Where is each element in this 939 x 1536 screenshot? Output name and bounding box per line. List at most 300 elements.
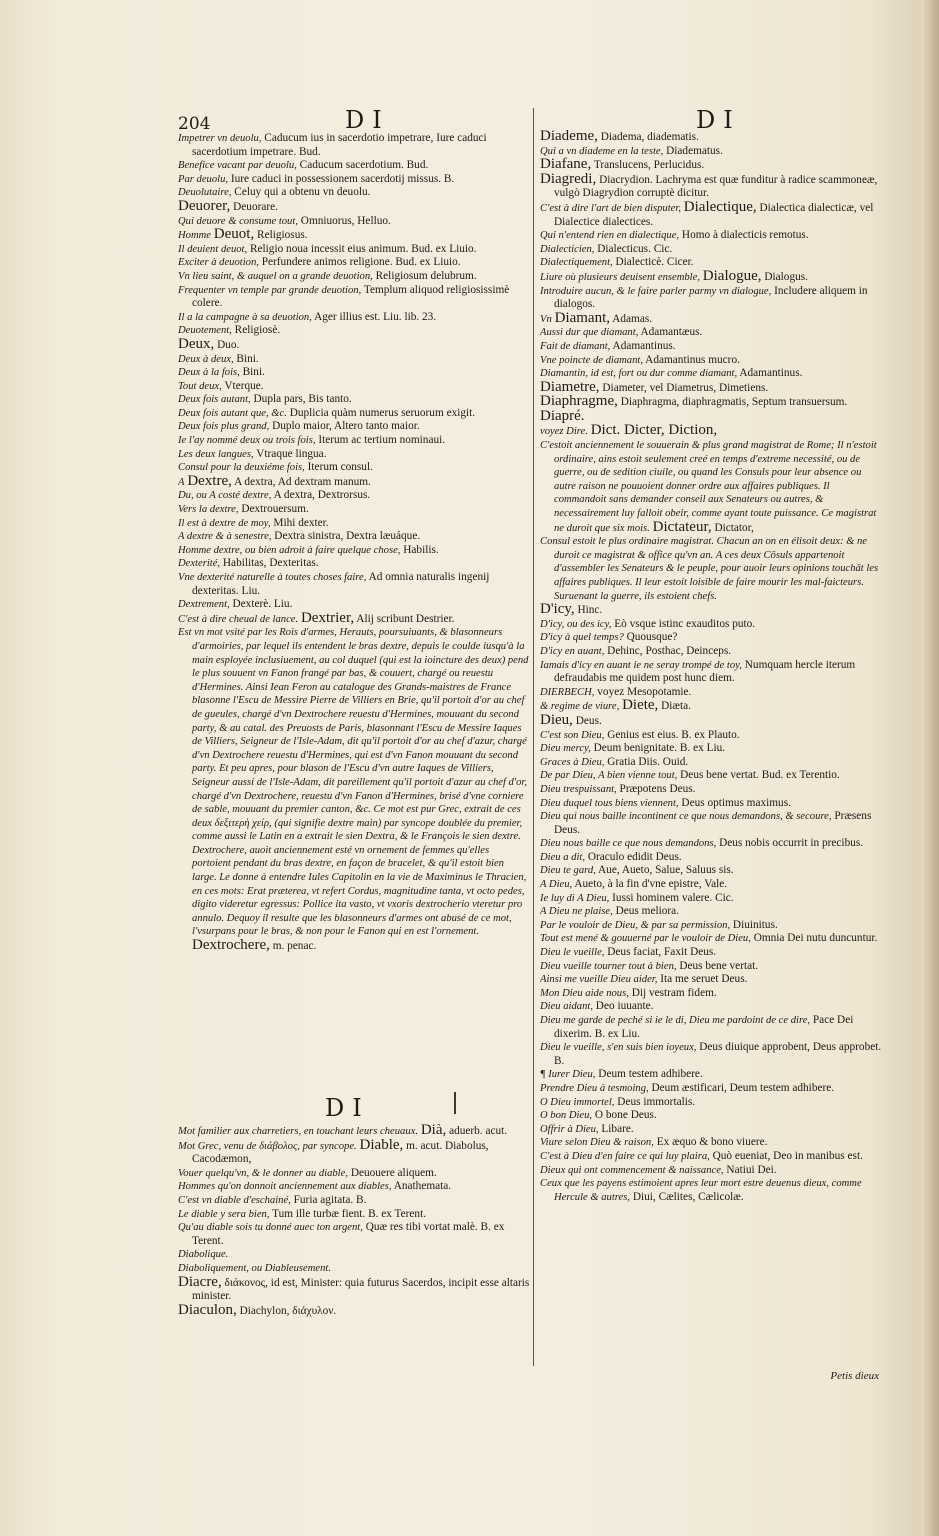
french-phrase: C'est à dire l'art de bien disputer, (540, 202, 681, 214)
latin-equivalent: Deuorare. (233, 200, 278, 213)
latin-equivalent: Dupla pars, Bis tanto. (253, 393, 352, 406)
headword: Dextrier, (300, 609, 355, 626)
dictionary-entry (540, 326, 882, 340)
latin-equivalent: Deus meliora. (615, 905, 679, 918)
dictionary-entry (178, 1167, 530, 1181)
french-phrase: Deux à la fois, (178, 367, 240, 379)
headword: Deuot, (213, 226, 255, 243)
latin-equivalent: Adamantinus. (739, 367, 803, 380)
french-phrase: A Dieu, (540, 879, 573, 891)
french-phrase: Diabolique. (178, 1249, 229, 1261)
latin-equivalent: Deum æstificari, Deum testem adhibere. (651, 1081, 835, 1094)
dictionary-entry (178, 1273, 530, 1304)
french-phrase: De par Dieu, A bien vienne tout, (540, 770, 678, 782)
dictionary-entry (540, 535, 882, 603)
french-phrase: Aussi dur que diamant, (540, 327, 639, 339)
latin-equivalent: Caducum ius in sacerdotio impetrare, Iure caduci sacerdotium impetrare. Bud. (192, 132, 487, 158)
french-phrase: Fait de diamant, (540, 340, 611, 352)
french-phrase: C'est à Dieu d'en faire ce qui luy plaira, (540, 1150, 710, 1162)
french-phrase: C'est vn diable d'eschainé, (178, 1194, 291, 1206)
headword: D'icy, (540, 601, 575, 618)
headword: Dextre, (187, 472, 232, 489)
french-phrase: Dialectiquement, (540, 257, 613, 269)
french-phrase: Dextrement, (178, 599, 230, 611)
latin-equivalent: Omnia Dei nutu duncuntur. (753, 932, 878, 945)
french-phrase: Il a la campagne à sa deuotion, (178, 311, 312, 323)
latin-equivalent: Bini. (236, 352, 259, 365)
latin-equivalent: Dehinc, Posthac, Deinceps. (607, 644, 732, 657)
dictionary-entry (540, 285, 882, 312)
headword: Diapré. (540, 407, 585, 424)
dictionary-entry (540, 1164, 882, 1178)
section-heading: DI (325, 1094, 370, 1122)
french-phrase: Tout deux, (178, 380, 222, 392)
dictionary-entry (540, 198, 882, 229)
latin-equivalent: Dialecticè. Cicer. (615, 256, 694, 269)
latin-equivalent: Deus immortalis. (617, 1095, 696, 1108)
french-phrase: Dieu mercy, (540, 743, 591, 755)
french-phrase: Vn lieu saint, & auquel on a grande deuotion, (178, 270, 373, 282)
dictionary-entry (540, 130, 882, 145)
french-phrase: Dieu duquel tous biens viennent, (540, 797, 679, 809)
dictionary-entry (540, 170, 882, 201)
latin-equivalent: Gratia Diis. Ouid. (607, 755, 689, 768)
ink-mark (454, 1092, 456, 1114)
french-phrase: Dieu qui nous baille incontinent ce que nous demandons, & secoure, (540, 811, 832, 823)
dictionary-entry (540, 973, 882, 987)
headword: Dieu, (540, 711, 573, 728)
latin-equivalent: Homo à dialecticis remotus. (681, 229, 809, 242)
french-phrase: Ie luy di A Dieu, (540, 892, 610, 904)
french-phrase: Homme (178, 230, 211, 242)
latin-equivalent: Iterum consul. (307, 461, 373, 474)
headword: Diacre, (178, 1273, 222, 1290)
french-phrase: Il deuient deuot, (178, 243, 248, 255)
french-phrase: Dieu a dit, (540, 851, 586, 863)
dictionary-entry (178, 503, 530, 517)
dictionary-entry (178, 1208, 530, 1222)
headword: Dextrochere, (192, 937, 270, 954)
headword: Diaculon, (178, 1301, 237, 1318)
dictionary-entry (178, 1248, 530, 1262)
dictionary-entry (540, 354, 882, 368)
dictionary-entry (540, 905, 882, 919)
dictionary-entry (540, 699, 882, 714)
dictionary-entry (178, 1262, 530, 1276)
french-phrase: C'est à dire cheual de lance. (178, 613, 299, 625)
dictionary-entry (178, 132, 530, 159)
french-phrase: O Dieu immortel, (540, 1096, 615, 1108)
latin-equivalent: Deus bene vertat. Bud. ex Terentio. (680, 769, 840, 782)
french-phrase: A Dieu ne plaise, (540, 906, 613, 918)
left-column (178, 132, 530, 1082)
latin-equivalent: Præpotens Deus. (619, 782, 696, 795)
dictionary-entry (540, 439, 882, 535)
french-phrase: Dieu trespuissant, (540, 783, 617, 795)
french-phrase: Dieu le vueille, (540, 947, 605, 959)
dictionary-entry (178, 186, 530, 200)
french-phrase: Deuolutaire, (178, 187, 232, 199)
latin-equivalent: Dialecticus. Cic. (597, 242, 673, 255)
dictionary-entry (540, 618, 882, 632)
french-phrase: Qui n'entend rien en dialectique, (540, 230, 680, 242)
dictionary-entry (540, 1109, 882, 1123)
french-phrase: Deux à deux, (178, 353, 234, 365)
dictionary-entry (178, 335, 530, 353)
latin-equivalent: Aueto, à la fin d'vne epistre, Vale. (574, 878, 728, 891)
french-phrase: Vers la dextre, (178, 504, 239, 516)
french-phrase: Le diable y sera bien, (178, 1208, 270, 1220)
dictionary-entry (540, 797, 882, 811)
dictionary-entry (178, 228, 530, 243)
latin-equivalent: Deum testem adhibere. (598, 1068, 703, 1081)
dictionary-entry (178, 557, 530, 571)
latin-equivalent: aduerb. acut. (449, 1125, 508, 1137)
latin-equivalent: Ex æquo & bono viuere. (656, 1136, 768, 1149)
page-number: 204 (178, 114, 211, 134)
latin-equivalent: Tum ille turbæ fient. B. ex Terent. (272, 1207, 427, 1220)
dictionary-entry (178, 353, 530, 367)
latin-equivalent: Duplicia quàm numerus seruorum exigit. (289, 406, 476, 419)
latin-equivalent: Iure caduci in possessionem sacerdotij missus. B. (230, 172, 455, 185)
latin-equivalent: Anathemata. (393, 1180, 452, 1193)
dictionary-entry (178, 270, 530, 284)
french-phrase: Benefice vacant par deuolu, (178, 160, 297, 172)
latin-equivalent: A dextra, Dextrorsus. (273, 489, 371, 502)
dictionary-entry (178, 256, 530, 270)
latin-equivalent: Vterque. (224, 379, 264, 392)
dictionary-entry (540, 631, 882, 645)
dictionary-entry (540, 932, 882, 946)
french-phrase: Impetrer vn deuolu, (178, 133, 262, 144)
latin-equivalent: Religio noua incessit eius animum. Bud. ex Liuio. (249, 242, 477, 255)
right-column (540, 130, 882, 1358)
french-phrase: Frequenter vn temple par grande deuotion, (178, 284, 362, 296)
french-phrase: Les deux langues, (178, 448, 254, 460)
latin-equivalent: Genius est eius. B. ex Plauto. (607, 728, 740, 741)
french-phrase: D'icy, ou des icy, (540, 618, 612, 630)
french-phrase: Deuotement, (178, 325, 232, 337)
headword: Dialectique, (683, 198, 757, 215)
french-phrase: Exciter à deuotion, (178, 257, 259, 269)
dictionary-entry (540, 878, 882, 892)
french-phrase: Homme dextre, ou bien adroit à faire quelque chose, (178, 544, 401, 556)
french-phrase: Liure où plusieurs deuisent ensemble, (540, 271, 700, 283)
dictionary-entry (178, 1301, 530, 1319)
latin-equivalent: Quæ res tibi vortat malè. B. ex Terent. (192, 1221, 505, 1247)
latin-equivalent: Duo. (217, 338, 240, 351)
dictionary-entry (178, 544, 530, 558)
latin-equivalent: Pace Dei dixerim. B. ex Liu. (554, 1014, 854, 1040)
dictionary-entry (178, 197, 530, 215)
dictionary-entry (540, 1041, 882, 1068)
dictionary-entry (540, 864, 882, 878)
latin-equivalent: Deus nobis occurrit in precibus. (719, 837, 864, 850)
french-phrase: Dieu le vueille, s'en suis bien ioyeux, (540, 1042, 697, 1054)
headword: Diametre, (540, 378, 600, 395)
dictionary-entry (540, 229, 882, 243)
french-phrase: Iamais d'icy en auant ie ne seray trompé de toy, (540, 659, 742, 671)
latin-equivalent: Deus diuique approbent, Deus approbet. B. (554, 1041, 882, 1067)
french-phrase: Introduire aucun, & le faire parler parmy vn dialogue, (540, 285, 772, 297)
latin-equivalent: Adamas. (612, 312, 653, 325)
dictionary-entry (540, 645, 882, 659)
latin-equivalent: Præsens Deus. (554, 810, 872, 836)
latin-equivalent: A dextra, Ad dextram manum. (234, 475, 371, 488)
dictionary-entry (178, 609, 530, 627)
french-phrase: Dexterité, (178, 558, 221, 570)
latin-equivalent: Vtraque lingua. (256, 447, 327, 460)
latin-equivalent: Iussi hominem valere. Cic. (612, 891, 734, 904)
headword: Diete, (622, 697, 659, 714)
latin-equivalent: Aue, Aueto, Salue, Saluus sis. (598, 864, 734, 877)
latin-equivalent: Ad omnia naturalis ingenij dexteritas. Liu. (192, 571, 490, 597)
dictionary-entry (540, 892, 882, 906)
dictionary-entry (178, 517, 530, 531)
latin-equivalent: Diui, Cælites, Cælicolæ. (632, 1190, 744, 1203)
latin-equivalent: Diadematus. (666, 144, 723, 157)
latin-equivalent: Numquam hercle iterum defraudabis me quidem post hunc diem. (554, 658, 856, 685)
dictionary-entry (178, 434, 530, 448)
latin-equivalent: Dij vestram fidem. (631, 986, 717, 999)
french-phrase: Est vn mot vsité par les Rois d'armes, Herauts, poursuiuants, & blasonneurs d'armoiries, par lequel ils entendent le bras dextre, depuis le coulde iusqu'à la main esployée inclusiuement, au col duquel (qui est la ioincture des deux) pend le plus souuent vn Fanon frangé par bas, & couuert, chargé ou reuestu d'Hermines. Ainsi Iean Feron au catalogue des Grands-maistres de France blasonne l'Escu de Messire Pierre de Villiers en Brie, qu'il portoit d'or au chef de gueules, chargé d'vn Dextrochere reuestu d'Hermines, mouuant du second party, & au catal. des Preuosts de Paris, blasonnant l'Escu de Messire Iaques de Villiers, Seigneur de l'Isle-Adam, dit qu'il portoit d'or au chef d'azur, chargé d'vn Dextrochere reuestu d'Hermines, qui est d'vn Fanon mouuant du second party. Et peu apres, pour blason de l'Escu d'vn autre Iaques de Villiers, Seigneur aussi de l'Isle-Adam, dit pareillement qu'il portoit d'azur au chef d'or, chargé d'vn Dextrochere, reuestu d'vn Fanon d'Hermines, brisé d'vne corniere de sable, mouuant du premier canton, &c. Ce mot est pur Grec, extrait de ces deux δεξιτερὴ χείρ, (qui signifie dextre main) par syncope doublée du premier, comme aussi le Latin en a extrait le sien Dextra, & le François le sien dextre. Dextrochere, auoit anciennement esté vn ornement de femmes qu'elles portoient pendant du bras dextre, en façon de bracelet, & qu'il estoit bien large. Le donne à entendre Iules Capitolin en la vie de Maximinus le Thracien, en ces mots: Erat præterea, vt refert Cordus, magnitudine tanta, vt octo pedes, digito videretur egressus: Pollice ita vasto, vt vxoris dextrocherio vteretur pro annulo. Dequoy il resulte que les blasonneurs d'armes ont abusé de ce mot, l'vsurpans pour le bras, & non pour le Fanon qui en est l'ornement. (178, 627, 529, 938)
catchword: Petis dieux (830, 1370, 879, 1382)
dictionary-entry (540, 1068, 882, 1082)
latin-equivalent: Furia agitata. B. (293, 1193, 367, 1206)
dictionary-entry (178, 407, 530, 421)
dictionary-entry (178, 1180, 530, 1194)
french-phrase: Dieux qui ont commencement & naissance, (540, 1164, 724, 1176)
latin-equivalent: Deo iuuante. (595, 1000, 654, 1013)
dictionary-entry (540, 851, 882, 865)
dictionary-entry (178, 448, 530, 462)
latin-equivalent: Adamantinus. (612, 339, 676, 352)
dictionary-entry (540, 340, 882, 354)
latin-equivalent: Quò eueniat, Deo in manibus est. (712, 1149, 863, 1162)
dictionary-entry (178, 159, 530, 173)
latin-equivalent: Dextrouersum. (241, 503, 309, 516)
dictionary-entry (178, 489, 530, 503)
dictionary-entry (540, 686, 882, 700)
latin-equivalent: Celuy qui a obtenu vn deuolu. (234, 186, 371, 199)
latin-equivalent: Ager illius est. Liu. lib. 23. (314, 310, 437, 323)
latin-equivalent: Religiosè. (234, 324, 281, 337)
latin-equivalent: Deus bene vertat. (679, 959, 759, 972)
right-column-heading: DI (696, 106, 741, 134)
latin-equivalent: Quousque? (626, 631, 678, 644)
french-phrase: Diamantin, id est, fort ou dur comme diamant, (540, 368, 738, 380)
french-phrase: Mon Dieu aide nous, (540, 987, 629, 999)
latin-equivalent: Hinc. (577, 604, 603, 617)
dictionary-entry (540, 1136, 882, 1150)
dictionary-entry (540, 424, 882, 439)
french-phrase: D'icy en auant, (540, 645, 605, 657)
latin-equivalent: Diaphragma, diaphragmatis, Septum transuersum. (620, 396, 848, 409)
french-phrase: Mot familier aux charretiers, en touchant leurs cheuaux. (178, 1126, 418, 1137)
dictionary-entry (540, 267, 882, 285)
dictionary-entry (540, 783, 882, 797)
dictionary-entry (540, 729, 882, 743)
latin-equivalent: Deus. (575, 714, 602, 727)
dictionary-entry (540, 1150, 882, 1164)
french-phrase: ¶ Iurer Dieu, (540, 1069, 596, 1081)
french-phrase: Vne poincte de diamant, (540, 354, 643, 366)
french-phrase: Qui deuore & consume tout, (178, 215, 298, 227)
french-phrase: D'icy à quel temps? (540, 632, 624, 644)
headword: Dictateur, (652, 518, 712, 535)
left-column-lower (178, 1124, 530, 1364)
latin-equivalent: Habilis. (403, 543, 439, 556)
latin-equivalent: Dexterè. Liu. (232, 598, 293, 611)
french-phrase: Dialecticien, (540, 243, 595, 255)
french-phrase: O bon Dieu, (540, 1110, 593, 1122)
latin-equivalent: m. penac. (272, 940, 317, 953)
dictionary-entry (540, 1000, 882, 1014)
column-divider (533, 108, 534, 1366)
latin-equivalent: Dialectica dialecticæ, vel Dialectice dialectices. (554, 201, 874, 228)
dictionary-entry (178, 530, 530, 544)
dictionary-entry (178, 420, 530, 434)
dictionary-entry (540, 603, 882, 618)
dictionary-entry (540, 243, 882, 257)
dictionary-entry (540, 919, 882, 933)
french-phrase: DIERBECH, (540, 686, 595, 698)
french-phrase: A dextre & à senestre, (178, 531, 272, 543)
dictionary-entry (540, 145, 882, 159)
latin-equivalent: Diacrydion. Lachryma est quæ funditur à radice scammoneæ, vulgò Diagrydion corruptè dicitur. (554, 173, 878, 200)
latin-equivalent: Alij scribunt Destrier. (356, 612, 455, 625)
french-phrase: Graces à Dieu, (540, 756, 605, 768)
dictionary-entry (540, 309, 882, 327)
latin-equivalent: Diuinitus. (732, 918, 778, 931)
headword: Deux, (178, 335, 215, 352)
latin-equivalent: Deuouere aliquem. (350, 1166, 437, 1179)
latin-equivalent: Iterum ac tertium nominaui. (318, 434, 446, 447)
dictionary-entry (540, 946, 882, 960)
dictionary-entry (540, 711, 882, 729)
french-phrase: Ainsi me vueille Dieu aider, (540, 974, 658, 986)
latin-equivalent: Bini. (242, 366, 265, 379)
latin-equivalent: Diameter, vel Diametrus, Dimetiens. (602, 381, 769, 394)
latin-equivalent: Perfundere animos religione. Bud. ex Liuio. (261, 256, 461, 269)
latin-equivalent: Eò vsque istinc exauditos puto. (614, 617, 756, 630)
latin-equivalent: Dictator, (714, 521, 754, 534)
latin-equivalent: διάκονος, id est, Minister: quia futurus Sacerdos, incipit esse altaris minister. (192, 1276, 530, 1303)
dictionary-entry (540, 756, 882, 770)
page-edge (921, 0, 939, 1536)
french-phrase: Offrir à Dieu, (540, 1123, 599, 1135)
latin-equivalent: Duplo maior, Altero tanto maior. (272, 420, 420, 433)
french-phrase: Dieu vueille tourner tout à bien, (540, 960, 677, 972)
dictionary-entry (540, 1014, 882, 1041)
french-phrase: Dieu me garde de peché si ie le di, Dieu me pardoint de ce dire, (540, 1015, 811, 1026)
dictionary-entry (540, 1082, 882, 1096)
dictionary-entry (540, 742, 882, 756)
dictionary-entry (178, 1124, 530, 1139)
dictionary-entry (540, 659, 882, 686)
headword: Diable, (359, 1136, 404, 1153)
french-phrase: Dieu te gard, (540, 865, 596, 877)
headword: Dict. Dicter, Diction, (590, 422, 718, 439)
french-phrase: Deux fois autant que, &c. (178, 407, 287, 419)
latin-equivalent: Dextra sinistra, Dextra læuáque. (274, 530, 421, 543)
french-phrase: Qu'au diable sois tu donné auec ton argent, (178, 1222, 363, 1234)
french-phrase: Par deuolu, (178, 173, 229, 185)
french-phrase: Ceux que les payens estimoient apres leur mort estre deuenus dieux, comme Hercule & autres, (540, 1178, 862, 1203)
dictionary-entry (178, 380, 530, 394)
dictionary-entry (540, 1177, 882, 1204)
french-phrase: Du, ou A costé dextre, (178, 490, 272, 502)
latin-equivalent: Deus optimus maximus. (681, 796, 791, 809)
french-phrase: Consul estoit le plus ordinaire magistrat. Chacun an on en élisoit deux: & ne duroit ce magistrat & office qu'vn an. A ces deux Cōsuls appartenoit d'assembler les Senateurs & le peuple, pour auoir leurs opinions touchāt les affaires publiques. Il leur estoit loisible de faire mourir les mal-faicteurs. Suruenant la guerre, ils estoient chefs. (540, 536, 879, 602)
latin-equivalent: Ita me seruet Deus. (660, 973, 748, 986)
french-phrase: & regime de viure, (540, 701, 620, 713)
headword: Diaphragme, (540, 393, 618, 410)
dictionary-entry (178, 1136, 530, 1167)
dictionary-entry (178, 472, 530, 490)
latin-equivalent: Habilitas, Dexteritas. (222, 557, 319, 570)
latin-equivalent: Religiosum delubrum. (375, 269, 477, 282)
latin-equivalent: Adamantinus mucro. (645, 353, 740, 366)
french-phrase: Consul pour la deuxiéme fois, (178, 462, 305, 474)
latin-equivalent: Caducum sacerdotium. Bud. (299, 159, 429, 172)
headword: Diademe, (540, 130, 598, 144)
french-phrase: Il est à dextre de moy, (178, 517, 271, 529)
french-phrase: Mot Grec, venu de διάβολος, par syncope. (178, 1140, 357, 1152)
french-phrase: Tout est mené & gouuerné par le vouloir de Dieu, (540, 933, 751, 945)
dictionary-entry (540, 960, 882, 974)
headword: Diafane, (540, 156, 592, 173)
latin-equivalent: Templum aliquod religiosissimè colere. (192, 283, 510, 310)
french-phrase: Vn (540, 313, 552, 325)
french-phrase: Par le vouloir de Dieu, & par sa permission, (540, 919, 731, 931)
latin-equivalent: Deus faciat, Faxit Deus. (607, 946, 717, 959)
dictionary-entry (540, 987, 882, 1001)
french-phrase: Hommes qu'on donnoit anciennement aux diables, (178, 1181, 392, 1193)
latin-equivalent: Includere aliquem in dialogos. (554, 284, 868, 311)
french-phrase: Deux fois autant, (178, 394, 251, 406)
latin-equivalent: Diadema, diadematis. (600, 131, 699, 143)
french-phrase: C'estoit anciennement le souuerain & plus grand magistrat de Rome; Il n'estoit ordinaire, ains estoit seulement creé en temps d'extreme necessité, ou de guerre, ou de sedition ciuile, ou quand les Consuls pour leur absence ou autre raison ne pouuoient donner ordre aux affaires publiques. Il commandoit sans demander conseil aux Senateurs ou autres, & necessairement luy falloit obeir, comme ayant toute puissance. Ce magistrat ne duroit que six mois. (540, 440, 877, 534)
latin-equivalent: Deum benignitate. B. ex Liu. (593, 742, 726, 755)
latin-equivalent: Omniuorus, Helluo. (300, 214, 391, 227)
headword: Dià, (420, 1124, 447, 1138)
french-phrase: Qui a vn diademe en la teste, (540, 145, 664, 157)
dictionary-entry (540, 837, 882, 851)
latin-equivalent: Mihi dexter. (273, 516, 329, 529)
dictionary-entry (178, 393, 530, 407)
headword: Diamant, (554, 309, 611, 326)
french-phrase: Viure selon Dieu & raison, (540, 1137, 654, 1149)
french-phrase: A (178, 476, 185, 488)
latin-equivalent: Natiui Dei. (726, 1163, 777, 1176)
french-phrase: Vouer quelqu'vn, & le donner au diable, (178, 1167, 348, 1179)
dictionary-entry (178, 173, 530, 187)
dictionary-entry (540, 810, 882, 837)
french-phrase: Dieu aidant, (540, 1001, 593, 1013)
left-column-heading: DI (345, 106, 390, 134)
latin-equivalent: Oraculo edidit Deus. (587, 850, 682, 863)
latin-equivalent: Religiosus. (257, 229, 308, 242)
french-phrase: Deux fois plus grand, (178, 421, 270, 433)
french-phrase: C'est son Dieu, (540, 729, 605, 741)
french-phrase: voyez Dire. (540, 426, 588, 438)
dictionary-entry (540, 1123, 882, 1137)
dictionary-entry (540, 1096, 882, 1110)
latin-equivalent: Dialogus. (764, 270, 808, 283)
dictionary-entry (178, 284, 530, 311)
dictionary-entry (178, 324, 530, 338)
